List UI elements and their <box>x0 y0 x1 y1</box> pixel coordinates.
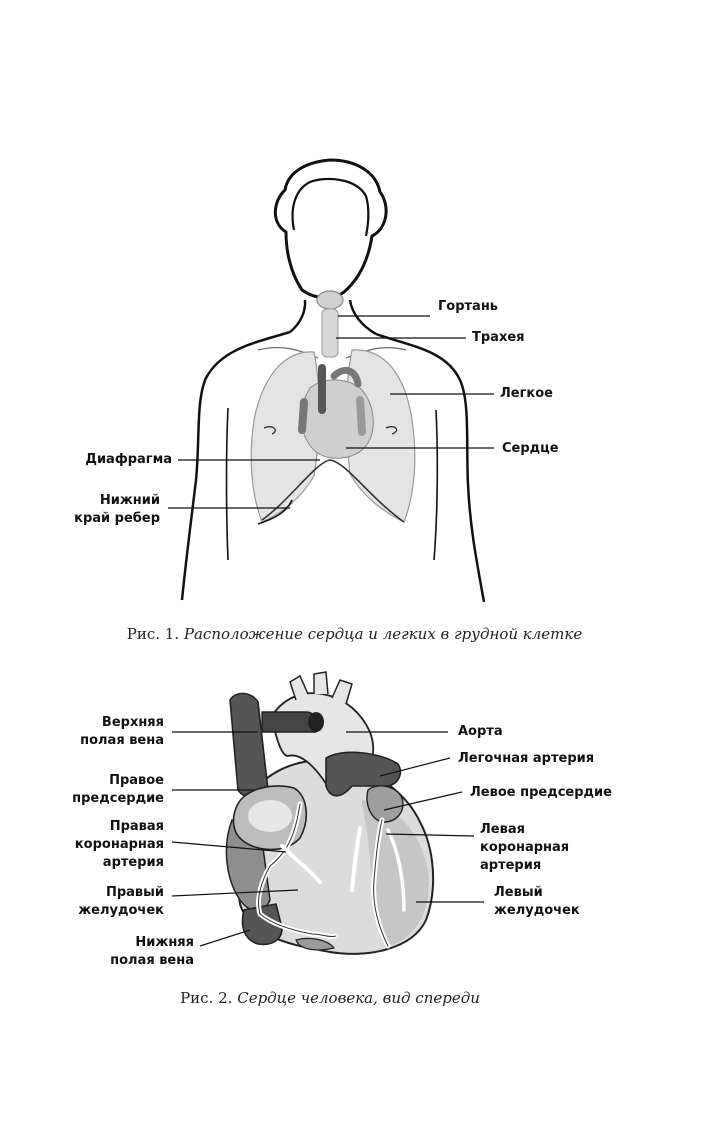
leader-ivc <box>200 930 250 946</box>
trachea-shape <box>322 309 338 357</box>
label-pulmonary-artery: Легочная артерия <box>458 751 595 766</box>
label-larynx: Гортань <box>438 299 499 314</box>
label-lower-ribs: Нижний край ребер <box>74 493 160 526</box>
label-diaphragm: Диафрагма <box>85 452 172 467</box>
label-left-ventricle: Левый желудочек <box>494 885 580 918</box>
neck-right <box>350 300 376 334</box>
label-lung: Легкое <box>500 386 553 401</box>
caption-1-prefix: Рис. 1. <box>126 625 180 643</box>
caption-2-prefix: Рис. 2. <box>180 989 233 1007</box>
figure-1-caption <box>0 625 709 643</box>
label-left-coronary-artery: Левая коронарная артерия <box>480 822 570 873</box>
label-right-ventricle: Правый желудочек <box>78 885 164 918</box>
label-superior-vena-cava: Верхняя полая вена <box>80 715 164 748</box>
label-left-atrium: Левое предсердие <box>470 785 612 800</box>
superior-vena-cava <box>230 693 268 797</box>
head-outline <box>275 160 386 298</box>
label-right-atrium: Правое предсердие <box>72 773 164 806</box>
caption-2-text: Сердце человека, вид спереди <box>237 989 480 1007</box>
label-right-coronary-artery: Правая коронарная артерия <box>74 819 164 870</box>
caption-1-text: Расположение сердца и легких в грудной клетке <box>183 625 583 643</box>
label-aorta: Аорта <box>458 724 503 739</box>
label-inferior-vena-cava: Нижняя полая вена <box>110 935 194 968</box>
label-heart: Сердце <box>502 441 559 456</box>
neck-left <box>290 300 305 332</box>
figure-2-caption <box>0 989 660 1007</box>
label-trachea: Трахея <box>472 330 525 345</box>
larynx-shape <box>317 291 343 309</box>
